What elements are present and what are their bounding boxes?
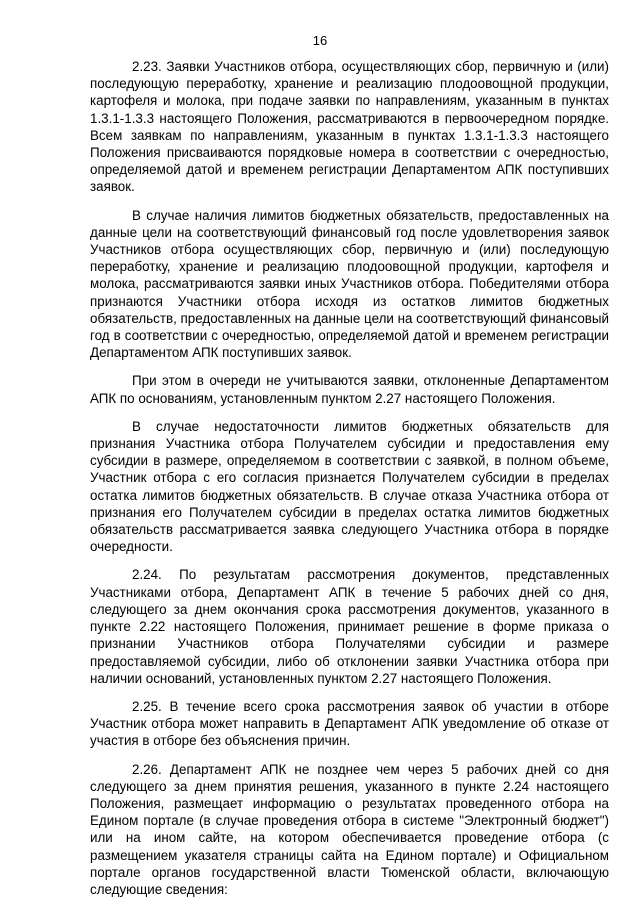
paragraph-budget-limits: В случае наличия лимитов бюджетных обязательств, предоставленных на данные цели на соответствующий финансовый год после удовлетворения заявок Участников отбора осуществляющих сбор, первичную и (или) последующую переработку, хранение и реализацию плодоовощной продукции, картофеля и молока, рассматриваются заявки иных Участников отбора. Победителями отбора признаются Участники отбора исходя из остатков лимитов бюджетных обязательств, предоставленных на данные цели на соответствующий финансовый год в соответствии с очередностью, определяемой датой и временем регистрации Департаментом АПК поступивших заявок. <box>90 207 610 361</box>
page-number: 16 <box>312 33 328 48</box>
document-body <box>90 58 609 909</box>
paragraph-2-23: 2.23. Заявки Участников отбора, осуществляющих сбор, первичную и (или) последующую переработку, хранение и реализацию плодоовощной продукции, картофеля и молока, при подаче заявки по направлениям, указанным в пунктах 1.3.1-1.3.3 настоящего Положения, рассматриваются в первоочередном порядке. Всем заявкам по направлениям, указанным в пунктах 1.3.1-1.3.3 настоящего Положения присваиваются порядковые номера в соответствии с очередностью, определяемой датой и временем регистрации Департаментом АПК поступивших заявок. <box>90 59 609 195</box>
paragraph-2-25: 2.25. В течение всего срока рассмотрения заявок об участии в отборе Участник отбора может направить в Департамент АПК уведомление об отказе от участия в отборе без объяснения причин. <box>90 698 609 749</box>
paragraph-insufficient-limits: В случае недостаточности лимитов бюджетных обязательств для признания Участника отбора Получателем субсидии и предоставления ему субсидии в размере, определяемом в соответствии с заявкой, в полном объеме, Участник отбора с его согласия признается Получателем субсидии в пределах остатка лимитов бюджетных обязательств. В случае отказа Участника отбора от признания его Получателем субсидии в пределах остатка лимитов бюджетных обязательств рассматривается заявка следующего Участника отбора в порядке очередности. <box>90 418 609 555</box>
paragraph-2-24: 2.24. По результатам рассмотрения документов, представленных Участниками отбора, Департамент АПК в течение 5 рабочих дней со дня, следующего за днем окончания срока рассмотрения документов, указанного в пункте 2.22 настоящего Положения, принимает решение в форме приказа о признании Участников отбора Получателями субсидии и размере предоставляемой субсидии, либо об отклонении заявки Участника отбора при наличии оснований, установленных пунктом 2.27 настоящего Положения. <box>90 567 609 686</box>
paragraph-2-26: 2.26. Департамент АПК не позднее чем через 5 рабочих дней со дня следующего за днем принятия решения, указанного в пункте 2.24 настоящего Положения, размещает информацию о результатах проведенного отбора на Едином портале (в случае проведения отбора в системе "Электронный бюджет") или на ином сайте, на котором обеспечивается проведение отбора (с размещением указателя страницы сайта на Едином портале) и Официальном портале органов государственной власти Тюменской области, включающую следующие сведения: <box>90 761 609 897</box>
paragraph-queue-exclusions: При этом в очереди не учитываются заявки, отклоненные Департаментом АПК по основаниям, установленным пунктом 2.27 настоящего Положения. <box>90 373 609 406</box>
